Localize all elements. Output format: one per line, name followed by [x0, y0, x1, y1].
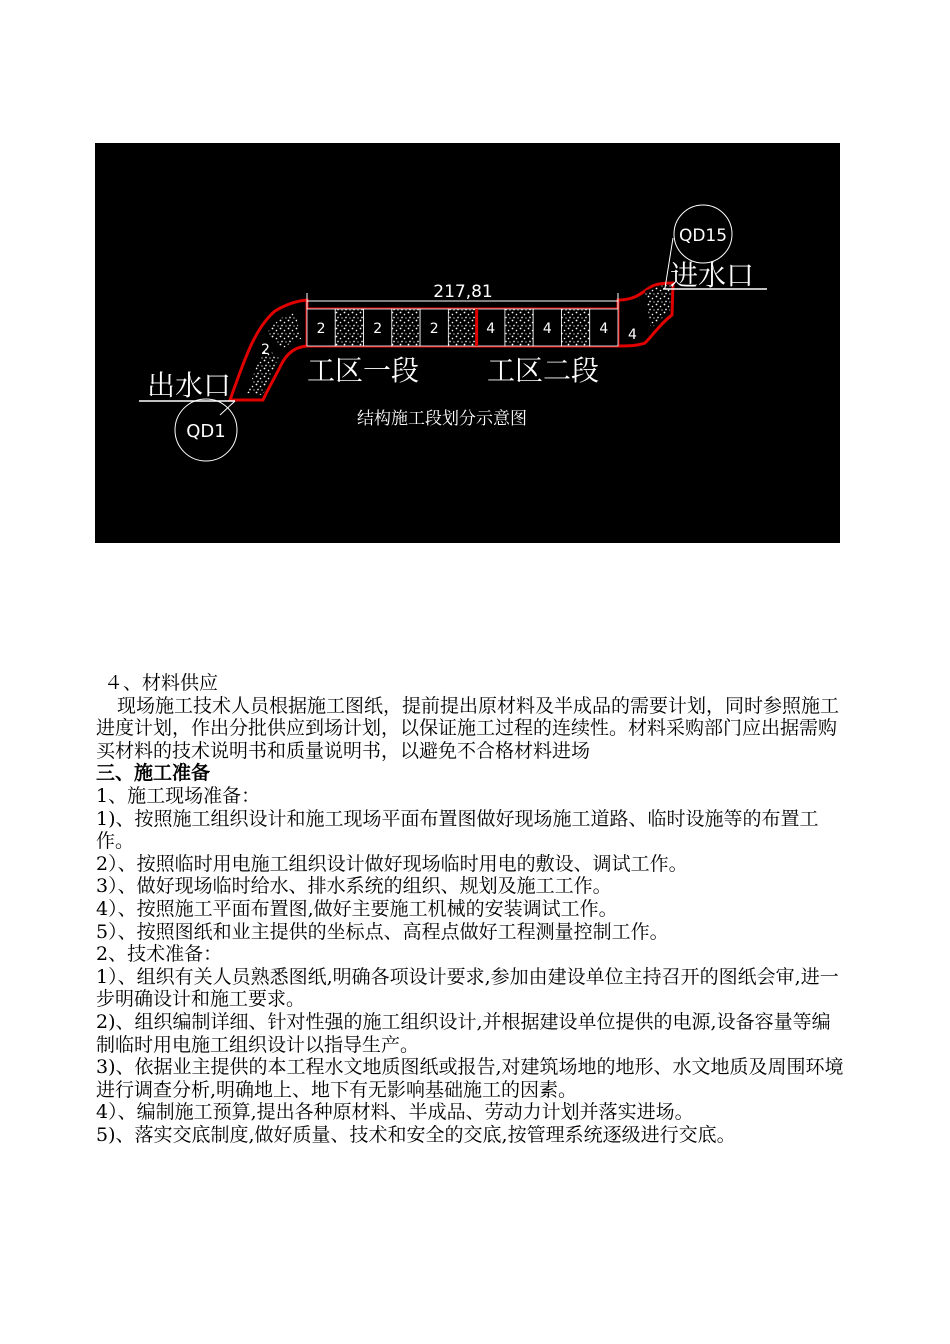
zone1-label: 工区一段 — [307, 354, 420, 387]
segment-label: 2 — [316, 321, 326, 337]
structure-segment-diagram — [95, 143, 840, 543]
tech-prep-item: 1）、组织有关人员熟悉图纸,明确各项设计要求,参加由建设单位主持召开的图纸会审,进一步明确设计和施工要求。 — [96, 965, 839, 1011]
right-curve-fill — [645, 285, 671, 329]
tech-prep-item: 4）、编制施工预算,提出各种原材料、半成品、劳动力计划并落实进场。 — [96, 1101, 694, 1124]
segment-label: 4 — [599, 321, 609, 337]
outlet-label: 出水口 — [147, 369, 232, 402]
qd15-text: QD15 — [678, 226, 728, 246]
curve-label-right: 4 — [628, 327, 637, 343]
section4-body: 现场施工技术人员根据施工图纸，提前提出原材料及半成品的需要计划，同时参照施工进度计划，作出分批供应到场计划，以保证施工过程的连续性。材料采购部门应出据需购买材料的技术说明书和质量说明书，以避免不合格材料进场 — [96, 694, 840, 762]
tech-prep-item: 5)、落实交底制度,做好质量、技术和安全的交底,按管理系统逐级进行交底。 — [96, 1123, 736, 1146]
segment-label: 4 — [486, 321, 496, 337]
segment-cell — [561, 309, 589, 346]
segment-label: 4 — [542, 321, 552, 337]
dimension-label: 217,81 — [433, 282, 493, 302]
document-body — [96, 672, 844, 1146]
curve-label-left: 2 — [261, 342, 270, 358]
segment-label: 2 — [373, 321, 383, 337]
site-prep-item: 2）、按照临时用电施工组织设计做好现场临时用电的敷设、调试工作。 — [96, 852, 688, 875]
site-prep-item: 1)、按照施工组织设计和施工现场平面布置图做好现场施工道路、临时设施等的布置工作。 — [96, 807, 819, 853]
left-curve-fill-2 — [267, 311, 301, 349]
site-prep-item: 4）、按照施工平面布置图,做好主要施工机械的安装调试工作。 — [96, 897, 618, 920]
site-prep-item: 3）、做好现场临时给水、排水系统的组织、规划及施工工作。 — [96, 875, 612, 898]
zone2-label: 工区二段 — [487, 354, 600, 387]
segment-cell — [392, 309, 420, 346]
tech-prep-item: 3)、依据业主提供的本工程水文地质图纸或报告,对建筑场地的地形、水文地质及周围环境进行调查分析,明确地上、地下有无影响基础施工的因素。 — [96, 1056, 844, 1101]
section4-title: ４、材料供应 — [104, 672, 219, 694]
segment-cell — [335, 309, 363, 346]
tech-prep-item: 2)、组织编制详细、针对性强的施工组织设计,并根据建设单位提供的电源,设备容量等编制临时用电施工组织设计以指导生产。 — [96, 1010, 831, 1056]
diagram-caption: 结构施工段划分示意图 — [357, 409, 527, 429]
segment-strip — [307, 309, 618, 346]
segment-label: 2 — [429, 321, 439, 337]
section3-title: 三、施工准备 — [96, 762, 211, 785]
segment-cell — [505, 309, 533, 346]
site-prep-title: 1、施工现场准备： — [96, 784, 261, 807]
segment-cell — [448, 309, 476, 346]
inlet-label: 进水口 — [670, 259, 755, 292]
qd1-label: QD1 — [186, 421, 226, 442]
site-prep-item: 5）、按照图纸和业主提供的坐标点、高程点做好工程测量控制工作。 — [96, 920, 669, 943]
diagram-svg — [95, 143, 840, 543]
tech-prep-title: 2、技术准备： — [96, 943, 223, 966]
